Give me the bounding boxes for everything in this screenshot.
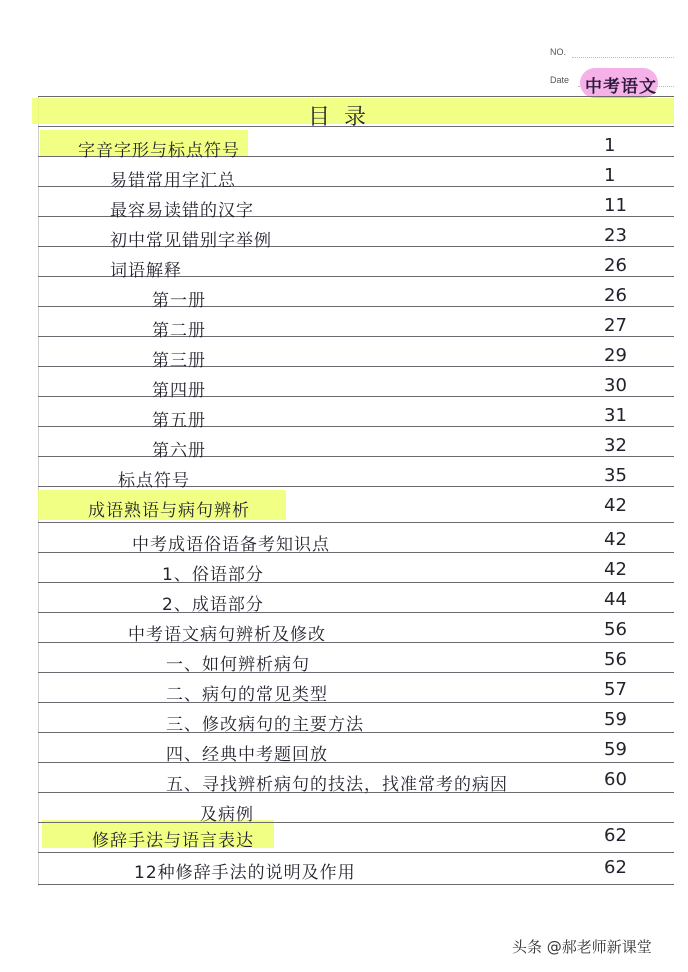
toc-entry-title: 最容易读错的汉字 xyxy=(110,201,254,221)
rule-line xyxy=(38,522,674,523)
rule-line xyxy=(38,306,674,307)
toc-section-title: 成语熟语与病句辨析 xyxy=(88,501,250,521)
toc-page-number: 62 xyxy=(604,857,627,878)
toc-entry-title: 1、俗语部分 xyxy=(162,565,264,585)
toc-section-title: 修辞手法与语言表达 xyxy=(92,831,254,851)
rule-line xyxy=(38,396,674,397)
toc-page-number: 1 xyxy=(604,135,616,156)
toc-entry-title: 第四册 xyxy=(152,381,206,401)
toc-entry-title: 一、如何辨析病句 xyxy=(166,655,310,675)
toc-page-number: 59 xyxy=(604,739,627,760)
toc-entry-title: 词语解释 xyxy=(110,261,182,281)
toc-entry-title: 四、经典中考题回放 xyxy=(166,745,328,765)
toc-entry-title: 中考语文病句辨析及修改 xyxy=(128,625,326,645)
toc-page-number: 42 xyxy=(604,559,627,580)
rule-line xyxy=(38,582,674,583)
subject-label: 中考语文 xyxy=(585,77,657,97)
watermark: 头条 @郝老师新课堂 xyxy=(512,938,652,956)
toc-page-number: 26 xyxy=(604,285,627,306)
toc-page-number: 32 xyxy=(604,435,627,456)
toc-entry-title: 五、寻找辨析病句的技法，找准常考的病因 xyxy=(166,775,508,795)
toc-page-number: 60 xyxy=(604,769,627,790)
rule-line xyxy=(38,702,674,703)
rule-line xyxy=(38,336,674,337)
toc-page-number: 23 xyxy=(604,225,627,246)
toc-entry-title: 易错常用字汇总 xyxy=(110,171,236,191)
toc-entry-title: 三、修改病句的主要方法 xyxy=(166,715,364,735)
toc-section-title: 字音字形与标点符号 xyxy=(78,141,240,161)
toc-page-number: 29 xyxy=(604,345,627,366)
toc-entry-title: 12种修辞手法的说明及作用 xyxy=(134,863,356,883)
toc-page-number: 59 xyxy=(604,709,627,730)
toc-entry-title: 第一册 xyxy=(152,291,206,311)
toc-page-number: 26 xyxy=(604,255,627,276)
toc-entry-title: 2、成语部分 xyxy=(162,595,264,615)
rule-line xyxy=(38,822,674,823)
rule-line xyxy=(38,426,674,427)
toc-entry-title: 及病例 xyxy=(200,805,254,825)
toc-page-number: 35 xyxy=(604,465,627,486)
toc-entry-title: 中考成语俗语备考知识点 xyxy=(132,535,330,555)
rule-line xyxy=(38,884,674,885)
toc-page-number: 42 xyxy=(604,529,627,550)
toc-entry-title: 第二册 xyxy=(152,321,206,341)
rule-line xyxy=(38,672,674,673)
toc-page-number: 30 xyxy=(604,375,627,396)
toc-page-number: 27 xyxy=(604,315,627,336)
toc-entry-title: 二、病句的常见类型 xyxy=(166,685,328,705)
toc-page-number: 42 xyxy=(604,495,627,516)
toc-entry-title: 第六册 xyxy=(152,441,206,461)
toc-page-number: 31 xyxy=(604,405,627,426)
no-label: NO. xyxy=(550,47,567,57)
toc-entry-title: 标点符号 xyxy=(118,471,190,491)
toc-entry-title: 初中常见错别字举例 xyxy=(110,231,272,251)
toc-page-number: 11 xyxy=(604,195,627,216)
toc-page-number: 44 xyxy=(604,589,627,610)
rule-line xyxy=(38,612,674,613)
toc-page-number: 62 xyxy=(604,825,627,846)
rule-line xyxy=(38,96,674,97)
toc-entry-title: 第五册 xyxy=(152,411,206,431)
date-label: Date xyxy=(550,75,570,85)
toc-page-number: 56 xyxy=(604,649,627,670)
rule-line xyxy=(38,762,674,763)
rule-line xyxy=(38,456,674,457)
toc-entry-title: 第三册 xyxy=(152,351,206,371)
rule-line xyxy=(38,366,674,367)
page-title: 目录 xyxy=(307,105,380,130)
no-line xyxy=(572,57,674,58)
rule-line xyxy=(38,852,674,853)
toc-page-number: 1 xyxy=(604,165,616,186)
toc-page-number: 57 xyxy=(604,679,627,700)
toc-page-number: 56 xyxy=(604,619,627,640)
